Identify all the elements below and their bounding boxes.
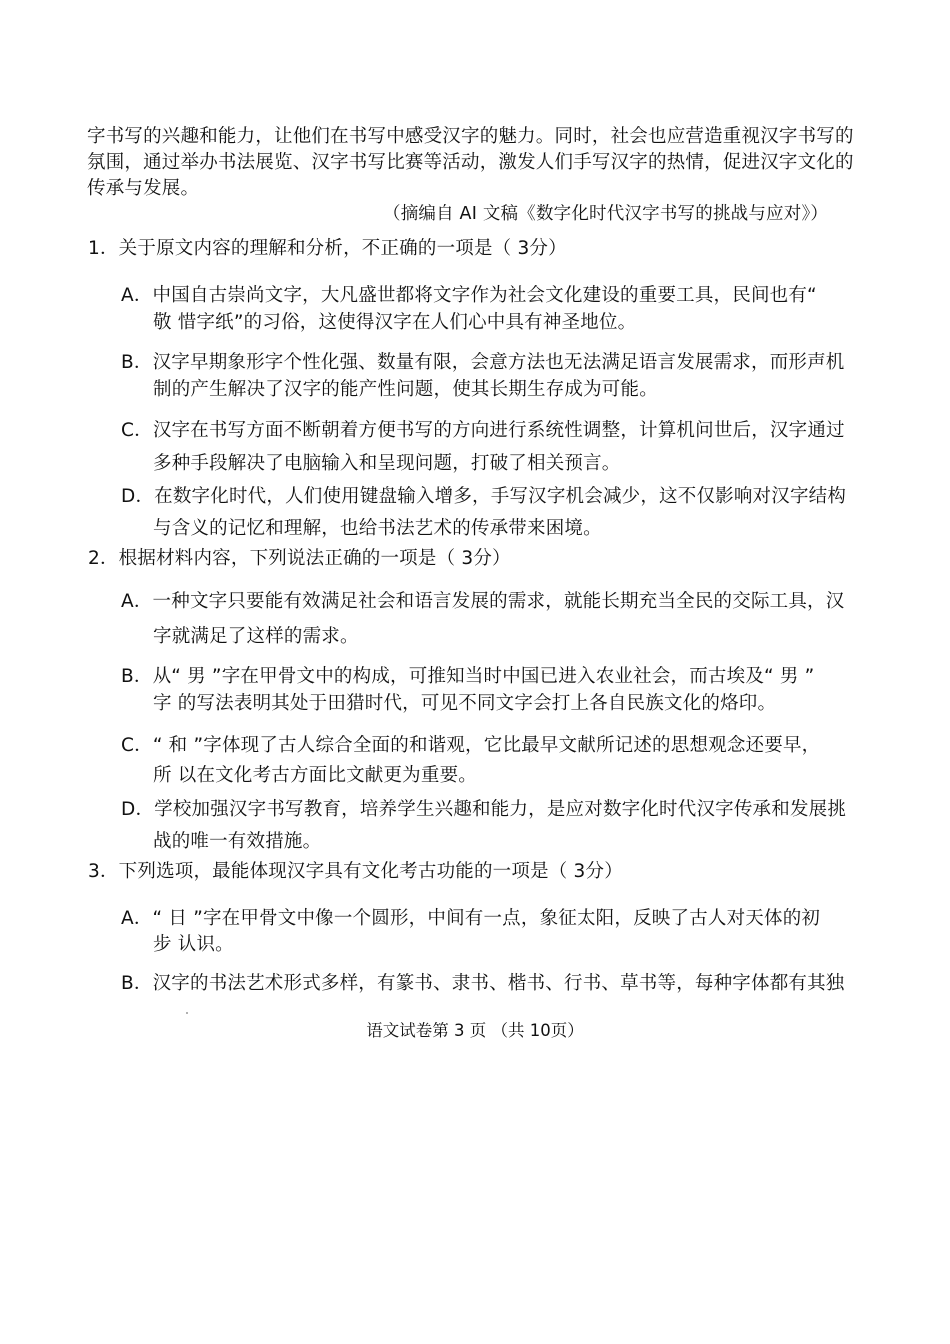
passage-line: 字书写的兴趣和能力，让他们在书写中感受汉字的魅力。同时，社会也应营造重视汉字书写的 (87, 126, 854, 147)
option-a-cont: 敬 惜字纸”的习俗，这使得汉字在人们心中具有神圣地位。 (153, 312, 637, 333)
page-footer: 语文试卷第 3 页 （共 10页） (366, 1021, 584, 1040)
option-c: C．“ 和 ”字体现了古人综合全面的和谐观，它比最早文献所记述的思想观念还要早， (121, 735, 821, 756)
option-a: A．一种文字只要能有效满足社会和语言发展的需求，就能长期充当全民的交际工具，汉 (121, 591, 845, 612)
option-d-cont: 战的唯一有效措施。 (153, 831, 322, 852)
passage-source: （摘编自 AI 文稿《数字化时代汉字书写的挑战与应对》） (383, 204, 829, 224)
option-b-cont: 制的产生解决了汉字的能产性问题，使其长期生存成为可能。 (153, 379, 658, 400)
option-b: B．从“ 男 ”字在甲骨文中的构成，可推知当时中国已进入农业社会，而古埃及“ 男 ” (121, 666, 815, 687)
question-stem: 3．下列选项，最能体现汉字具有文化考古功能的一项是（ 3分） (88, 861, 623, 882)
option-d: D．学校加强汉字书写教育，培养学生兴趣和能力，是应对数字化时代汉字传承和发展挑 (121, 799, 847, 820)
option-d: D．在数字化时代，人们使用键盘输入增多，手写汉字机会减少，这不仅影响对汉字结构 (121, 486, 847, 507)
option-b: B．汉字的书法艺术形式多样，有篆书、隶书、楷书、行书、草书等，每种字体都有其独 (121, 973, 845, 994)
option-c: C．汉字在书写方面不断朝着方便书写的方向进行系统性调整，计算机问世后，汉字通过 (121, 420, 845, 441)
option-a: A．“ 日 ”字在甲骨文中像一个圆形，中间有一点，象征太阳，反映了古人对天体的初 (121, 908, 821, 929)
option-a: A．中国自古崇尚文字，大凡盛世都将文字作为社会文化建设的重要工具，民间也有“ (121, 285, 817, 306)
option-d-cont: 与含义的记忆和理解，也给书法艺术的传承带来困境。 (153, 518, 602, 539)
option-c-cont: 所 以在文化考古方面比文献更为重要。 (153, 765, 477, 786)
option-b: B．汉字早期象形字个性化强、数量有限，会意方法也无法满足语言发展需求，而形声机 (121, 352, 845, 373)
question-stem: 1．关于原文内容的理解和分析，不正确的一项是（ 3分） (88, 238, 567, 259)
option-c-cont: 多种手段解决了电脑输入和呈现问题，打破了相关预言。 (153, 453, 621, 474)
option-a-cont: 字就满足了这样的需求。 (153, 626, 359, 647)
question-stem: 2．根据材料内容，下列说法正确的一项是（ 3分） (88, 548, 511, 569)
scan-speck (186, 1012, 188, 1014)
passage-line: 传承与发展。 (87, 178, 200, 199)
option-b-cont: 字 的写法表明其处于田猎时代，可见不同文字会打上各自民族文化的烙印。 (153, 693, 777, 714)
passage-line: 氛围，通过举办书法展览、汉字书写比赛等活动，激发人们手写汉字的热情，促进汉字文化的 (87, 152, 854, 173)
option-a-cont: 步 认识。 (153, 934, 234, 955)
